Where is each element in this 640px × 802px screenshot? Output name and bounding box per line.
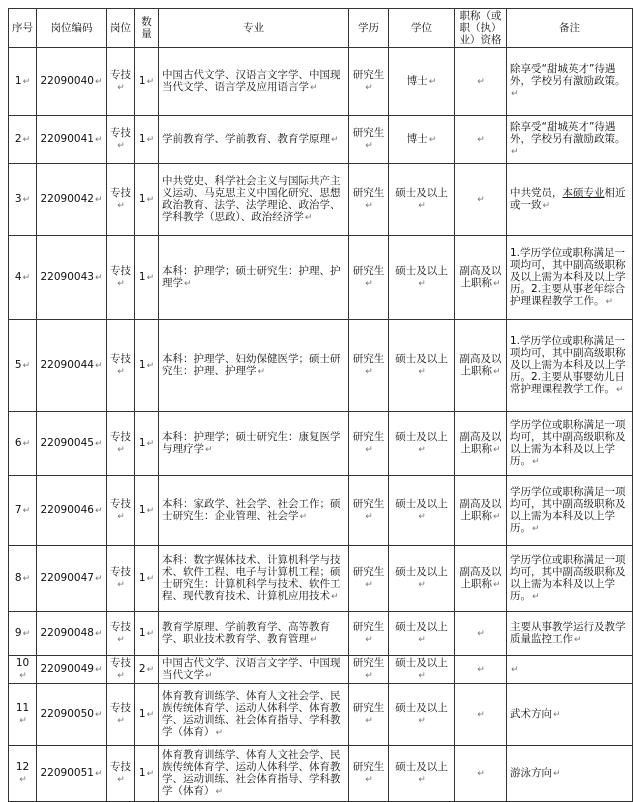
cell-type: 专技 ↵ [107,476,135,546]
cell-code: 22090040 ↵ [37,48,107,116]
cell-degree: 硕士及以上 ↵ [389,236,455,320]
cell-code: 22090045 ↵ [37,412,107,476]
cell-note [507,656,633,684]
cell-count: 1 ↵ [135,612,159,656]
cell-edu: 研究生 ↵ [349,320,389,412]
cell-type: 专技 ↵ [107,412,135,476]
header-title: 职称（或职（执）业）资格 [455,9,507,48]
cell-count: 1 ↵ [135,164,159,236]
cell-note: 学历学位或职称满足一项均可，其中副高级职称及以上需为本科及以上学历。 ↵ [507,412,633,476]
note-text: 相近或一致 [510,187,626,211]
cell-major: 教育学原理、学前教育学、高等教育学、职业技术教育学、教育管理 ↵ [159,612,349,656]
table-row [9,612,633,656]
cell-major: 体育教育训练学、体育人文社会学、民族传统体育学、运动人体科学、体育教学、运动训练、社会体育指导、学科教学（体育） ↵ [159,684,349,746]
cell-no: 5 ↵ [9,320,37,412]
cell-type: 专技 ↵ [107,746,135,802]
table-row [9,546,633,612]
cell-title: 副高及以上职称 ↵ [455,412,507,476]
header-count: 数量 [135,9,159,48]
cell-no: 2 ↵ [9,116,37,164]
cell-title: 副高及以上职称 ↵ [455,546,507,612]
table-row [9,412,633,476]
cell-no: 8 ↵ [9,546,37,612]
cell-code: 22090048 ↵ [37,612,107,656]
header-edu: 学历 [349,9,389,48]
cell-edu: 研究生 ↵ [349,656,389,684]
cell-degree: 硕士及以上 ↵ [389,320,455,412]
cell-edu: 研究生 ↵ [349,546,389,612]
cell-note: 1.学历学位或职称满足一项均可，其中副高级职称及以上需为本科及以上学历。2.主要从事老年综合护理课程教学工作。 ↵ [507,236,633,320]
note-underlined-text: 本硕专业 [562,187,605,199]
cell-code: 22090043 ↵ [37,236,107,320]
cell-note: 1.学历学位或职称满足一项均可，其中副高级职称及以上需为本科及以上学历。2.主要从事婴幼儿日常护理课程教学工作。 ↵ [507,320,633,412]
cell-no: 11 ↵ [9,684,37,746]
cell-type: 专技 ↵ [107,684,135,746]
cell-count: 1 ↵ [135,546,159,612]
cell-no: 4 ↵ [9,236,37,320]
header-note: 备注 [507,9,633,48]
cell-code: 22090042 ↵ [37,164,107,236]
cell-type: 专技 ↵ [107,612,135,656]
cell-count: 1 ↵ [135,116,159,164]
cell-no: 3 ↵ [9,164,37,236]
cell-title [455,684,507,746]
table-row [9,684,633,746]
header-no: 序号 [9,9,37,48]
cell-degree: 硕士及以上 ↵ [389,684,455,746]
cell-type: 专技 ↵ [107,546,135,612]
cell-major: 本科：家政学、社会学、社会工作；硕士研究生：企业管理、社会学 ↵ [159,476,349,546]
recruitment-table [8,8,633,802]
cell-major: 中共党史、科学社会主义与国际共产主义运动、马克思主义中国化研究、思想政治教育、法学、法学理论、政治学、学科教学（思政）、政治经济学 ↵ [159,164,349,236]
cell-major: 本科：护理学；硕士研究生：护理、护理学 ↵ [159,236,349,320]
table-row [9,656,633,684]
cell-edu: 研究生 ↵ [349,412,389,476]
cell-count: 1 ↵ [135,48,159,116]
cell-title [455,656,507,684]
table-row [9,476,633,546]
cell-degree: 博士 ↵ [389,48,455,116]
cell-note: 主要从事教学运行及教学质量监控工作 ↵ [507,612,633,656]
cell-count: 1 ↵ [135,320,159,412]
table-row [9,48,633,116]
cell-major: 中国古代文学、汉语言文字学、中国现当代文学 ↵ [159,656,349,684]
cell-degree: 硕士及以上 ↵ [389,656,455,684]
cell-title [455,116,507,164]
cell-count: 1 ↵ [135,746,159,802]
cell-no: 1 ↵ [9,48,37,116]
table-row [9,320,633,412]
cell-code: 22090047 ↵ [37,546,107,612]
cell-code: 22090050 ↵ [37,684,107,746]
cell-edu: 研究生 ↵ [349,612,389,656]
cell-title [455,164,507,236]
cell-no: 6 ↵ [9,412,37,476]
table-row [9,116,633,164]
cell-type: 专技 ↵ [107,48,135,116]
cell-note: 除享受“甜城英才”待遇外，学校另有激励政策。 ↵ [507,48,633,116]
cell-code: 22090051 ↵ [37,746,107,802]
cell-major: 体育教育训练学、体育人文社会学、民族传统体育学、运动人体科学、体育教学、运动训练、社会体育指导、学科教学（体育） ↵ [159,746,349,802]
header-type: 岗位 [107,9,135,48]
cell-degree: 硕士及以上 ↵ [389,612,455,656]
cell-note: 学历学位或职称满足一项均可，其中副高级职称及以上需为本科及以上学历。 ↵ [507,476,633,546]
cell-note: 游泳方向 ↵ [507,746,633,802]
cell-edu: 研究生 ↵ [349,236,389,320]
cell-type: 专技 ↵ [107,164,135,236]
table-row [9,164,633,236]
header-major: 专业 [159,9,349,48]
cell-edu: 研究生 ↵ [349,476,389,546]
cell-note [507,164,633,236]
cell-code: 22090049 ↵ [37,656,107,684]
cell-note: 学历学位或职称满足一项均可，其中副高级职称及以上需为本科及以上学历。 ↵ [507,546,633,612]
cell-count: 1 ↵ [135,236,159,320]
cell-degree: 博士 ↵ [389,116,455,164]
cell-no: 7 ↵ [9,476,37,546]
cell-no: 12 ↵ [9,746,37,802]
cell-title [455,48,507,116]
cell-major: 本科：数字媒体技术、计算机科学与技术、软件工程、电子与计算机工程；硕士研究生：计算机科学与技术、软件工程、现代教育技术、计算机应用技术 ↵ [159,546,349,612]
table-row [9,746,633,802]
cell-code: 22090041 ↵ [37,116,107,164]
cell-title: 副高及以上职称 ↵ [455,320,507,412]
cell-type: 专技 ↵ [107,656,135,684]
table-row [9,236,633,320]
cell-degree: 硕士及以上 ↵ [389,164,455,236]
cell-type: 专技 ↵ [107,116,135,164]
cell-code: 22090044 ↵ [37,320,107,412]
cell-major: 中国古代文学、汉语言文字学、中国现当代文学、语言学及应用语言学 ↵ [159,48,349,116]
cell-note: 除享受“甜城英才”待遇外，学校另有激励政策。 ↵ [507,116,633,164]
cell-no: 10 ↵ [9,656,37,684]
cell-edu: 研究生 ↵ [349,48,389,116]
cell-count: 1 ↵ [135,476,159,546]
cell-no: 9 ↵ [9,612,37,656]
cell-type: 专技 ↵ [107,320,135,412]
cell-title [455,746,507,802]
cell-code: 22090046 ↵ [37,476,107,546]
cell-title: 副高及以上职称 ↵ [455,476,507,546]
note-text: 中共党员， [510,187,563,199]
header-degree: 学位 [389,9,455,48]
header-code: 岗位编码 [37,9,107,48]
cell-title: 副高及以上职称 ↵ [455,236,507,320]
cell-degree: 硕士及以上 ↵ [389,746,455,802]
cell-count: 1 ↵ [135,412,159,476]
cell-edu: 研究生 ↵ [349,116,389,164]
cell-degree: 硕士及以上 ↵ [389,546,455,612]
cell-degree: 硕士及以上 ↵ [389,476,455,546]
cell-edu: 研究生 ↵ [349,164,389,236]
cell-degree: 硕士及以上 ↵ [389,412,455,476]
cell-type: 专技 ↵ [107,236,135,320]
cell-count: 2 ↵ [135,656,159,684]
cell-major: 本科：护理学、妇幼保健医学；硕士研究生：护理、护理学 ↵ [159,320,349,412]
cell-edu: 研究生 ↵ [349,684,389,746]
cell-major: 学前教育学、学前教育、教育学原理 ↵ [159,116,349,164]
cell-major: 本科：护理学；硕士研究生：康复医学与理疗学 ↵ [159,412,349,476]
header-row [9,9,633,48]
cell-note: 武术方向 ↵ [507,684,633,746]
cell-edu: 研究生 ↵ [349,746,389,802]
cell-title [455,612,507,656]
cell-count: 1 ↵ [135,684,159,746]
